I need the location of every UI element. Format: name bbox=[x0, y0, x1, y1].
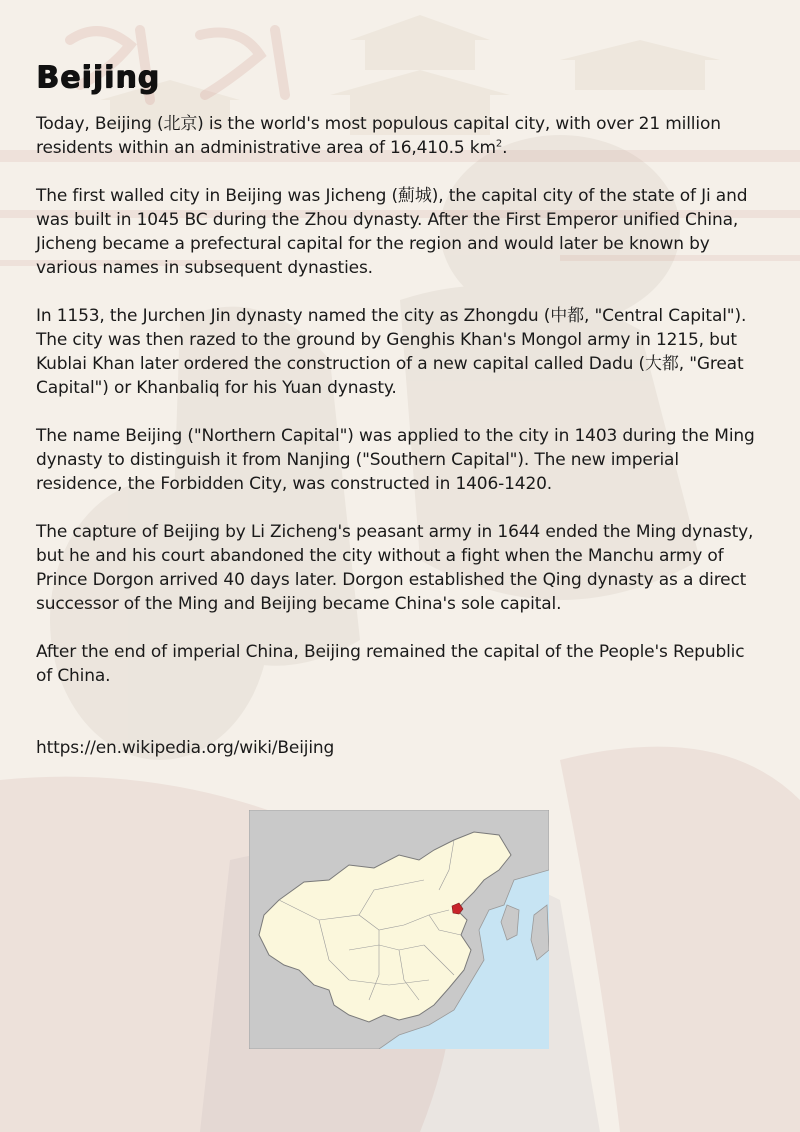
page-title: Beijing bbox=[36, 60, 160, 95]
source-link[interactable]: https://en.wikipedia.org/wiki/Beijing bbox=[36, 738, 335, 758]
paragraph-intro bbox=[36, 112, 764, 160]
paragraph-intro-end: . bbox=[502, 138, 508, 158]
paragraph-intro-text: Today, Beijing (北京) is the world's most populous capital city, with over 21 million residents within an administrative area of 16,410.5 km bbox=[36, 114, 721, 158]
paragraph-modern: After the end of imperial China, Beijing remained the capital of the People's Republic of China. bbox=[36, 642, 745, 686]
china-locator-map bbox=[249, 810, 549, 1049]
paragraph-jicheng: The first walled city in Beijing was Jicheng (薊城), the capital city of the state of Ji and was built in 1045 BC during the Zhou dynasty. After the First Emperor unified China, Jicheng became a prefectural capital for the region and would later be known by various names in subsequent dynasties. bbox=[36, 186, 748, 278]
paragraph-zhongdu: In 1153, the Jurchen Jin dynasty named the city as Zhongdu (中都, "Central Capital"). The city was then razed to the ground by Genghis Khan's Mongol army in 1215, but Kublai Khan later ordered the construction of a new capital called Dadu (大都, "Great Capital") or Khanbaliq for his Yuan dynasty. bbox=[36, 306, 747, 398]
paragraph-qing: The capture of Beijing by Li Zicheng's peasant army in 1644 ended the Ming dynasty, but he and his court abandoned the city without a fight when the Manchu army of Prince Dorgon arrived 40 days later. Dorgon established the Qing dynasty as a direct successor of the Ming and Beijing became China's sole capital. bbox=[36, 522, 754, 614]
superscript-two: 2 bbox=[495, 138, 503, 150]
paragraph-ming-name: The name Beijing ("Northern Capital") was applied to the city in 1403 during the Ming dynasty to distinguish it from Nanjing ("Southern Capital"). The new imperial residence, the Forbidden City, was constructed in 1406-1420. bbox=[36, 426, 755, 494]
